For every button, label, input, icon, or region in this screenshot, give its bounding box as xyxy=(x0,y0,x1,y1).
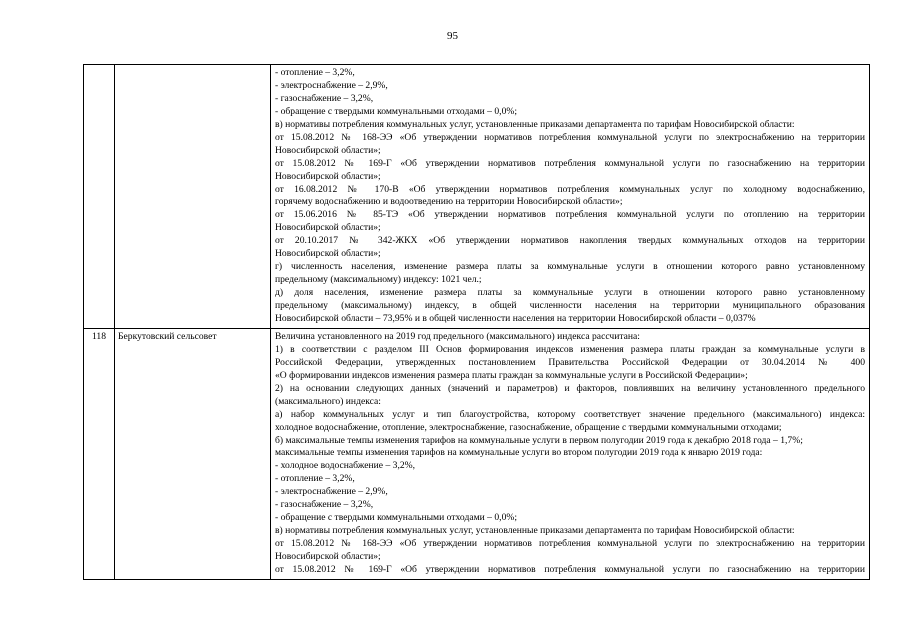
calculation-text-cell xyxy=(271,65,870,329)
text-line: Новосибирской области – 73,95% и в общей численности населения на территории Новосибирской области – 0,037% xyxy=(275,312,756,324)
text-line: от 16.08.2012 № 170-В «Об утверждении нормативов потребления коммунальных услуг по холодному водоснабжению, xyxy=(275,183,865,195)
text-line: Новосибирской области»; xyxy=(275,144,381,156)
text-line: в) нормативы потребления коммунальных услуг, установленные приказами департамента по тарифам Новосибирской области: xyxy=(275,118,795,130)
text-line: от 20.10.2017 № 342-ЖКХ «Об утверждении нормативов накопления твердых коммунальных отходов на территории xyxy=(275,235,865,247)
text-line: от 15.08.2012 № 169-Г «Об утверждении нормативов потребления коммунальной услуги по газоснабжению на территории xyxy=(275,564,865,576)
text-line: в) нормативы потребления коммунальных услуг, установленные приказами департамента по тарифам Новосибирской области: xyxy=(275,525,795,537)
text-line: от 15.08.2012 № 168-ЭЭ «Об утверждении нормативов потребления коммунальной услуги по электроснабжению на территории xyxy=(275,131,865,143)
text-line: предельному (максимальному) индексу: 1021 чел.; xyxy=(275,274,482,286)
text-line: Российской Федерации, утвержденных постановлением Правительства Российской Федерации от 30.04.2014 № 400 xyxy=(275,356,865,368)
text-line: Новосибирской области»; xyxy=(275,170,381,182)
text-line: б) максимальные темпы изменения тарифов на коммунальные услуги в первом полугодии 2019 года к декабрю 2018 года – 1,7%; xyxy=(275,434,803,446)
text-line: Новосибирской области»; xyxy=(275,222,381,234)
row-number-cell: 118 xyxy=(84,328,115,579)
text-line: - газоснабжение – 3,2%, xyxy=(275,92,374,104)
text-line: от 15.08.2012 № 168-ЭЭ «Об утверждении нормативов потребления коммунальной услуги по электроснабжению на территории xyxy=(275,538,865,550)
text-line: - газоснабжение – 3,2%, xyxy=(275,499,374,511)
table-row xyxy=(84,328,870,579)
text-line: - отопление – 3,2%, xyxy=(275,67,355,78)
text-line: - электроснабжение – 2,9%, xyxy=(275,79,388,91)
text-line: - отопление – 3,2%, xyxy=(275,473,355,485)
document-table xyxy=(83,64,870,580)
row-number-cell xyxy=(84,65,115,329)
text-line: - электроснабжение – 2,9%, xyxy=(275,486,388,498)
text-line: - холодное водоснабжение – 3,2%, xyxy=(275,460,416,472)
text-line: а) набор коммунальных услуг и тип благоустройства, которому соответствует значение предельного (максимального) индекса: xyxy=(275,408,865,420)
calculation-text-cell xyxy=(271,328,870,579)
text-line: холодное водоснабжение, отопление, электроснабжение, газоснабжение, обращение с твердыми коммунальными отходами; xyxy=(275,421,782,433)
table-row xyxy=(84,65,870,329)
text-line: Новосибирской области»; xyxy=(275,551,381,563)
text-line: 1) в соответствии с разделом III Основ формирования индексов изменения размера платы граждан за коммунальные услуги в xyxy=(275,343,865,355)
text-line: «О формировании индексов изменения размера платы граждан за коммунальные услуги в Российской Федерации»; xyxy=(275,369,748,381)
page-number: 95 xyxy=(447,30,458,42)
text-line: от 15.08.2012 № 169-Г «Об утверждении нормативов потребления коммунальной услуги по газоснабжению на территории xyxy=(275,157,865,169)
municipality-name-cell xyxy=(115,65,271,329)
text-line: - обращение с твердыми коммунальными отходами – 0,0%; xyxy=(275,512,518,524)
text-line: от 15.06.2016 № 85-ТЭ «Об утверждении нормативов потребления коммунальной услуги по отоплению на территории xyxy=(275,209,865,221)
text-line: Величина установленного на 2019 год предельного (максимального) индекса рассчитана: xyxy=(275,330,640,342)
text-line: максимальные темпы изменения тарифов на коммунальные услуги во втором полугодии 2019 года к январю 2019 года: xyxy=(275,447,763,459)
text-line: горячему водоснабжению и водоотведению на территории Новосибирской области»; xyxy=(275,196,623,208)
text-line: - обращение с твердыми коммунальными отходами – 0,0%; xyxy=(275,105,518,117)
text-line: (максимального) индекса: xyxy=(275,395,381,407)
text-line: Новосибирской области»; xyxy=(275,248,381,260)
text-line: предельному (максимальному) индексу, в общей численности населения на территории муниципального образования xyxy=(275,300,865,312)
municipality-name-cell: Беркутовский сельсовет xyxy=(115,328,271,579)
text-line: г) численность населения, изменение размера платы за коммунальные услуги в отношении которого равно установленному xyxy=(275,261,865,273)
text-line: 2) на основании следующих данных (значений и параметров) и факторов, повлиявших на величину установленного предельного xyxy=(275,382,865,394)
text-line: д) доля населения, изменение размера платы за коммунальные услуги в отношении которого равно установленному xyxy=(275,287,865,299)
